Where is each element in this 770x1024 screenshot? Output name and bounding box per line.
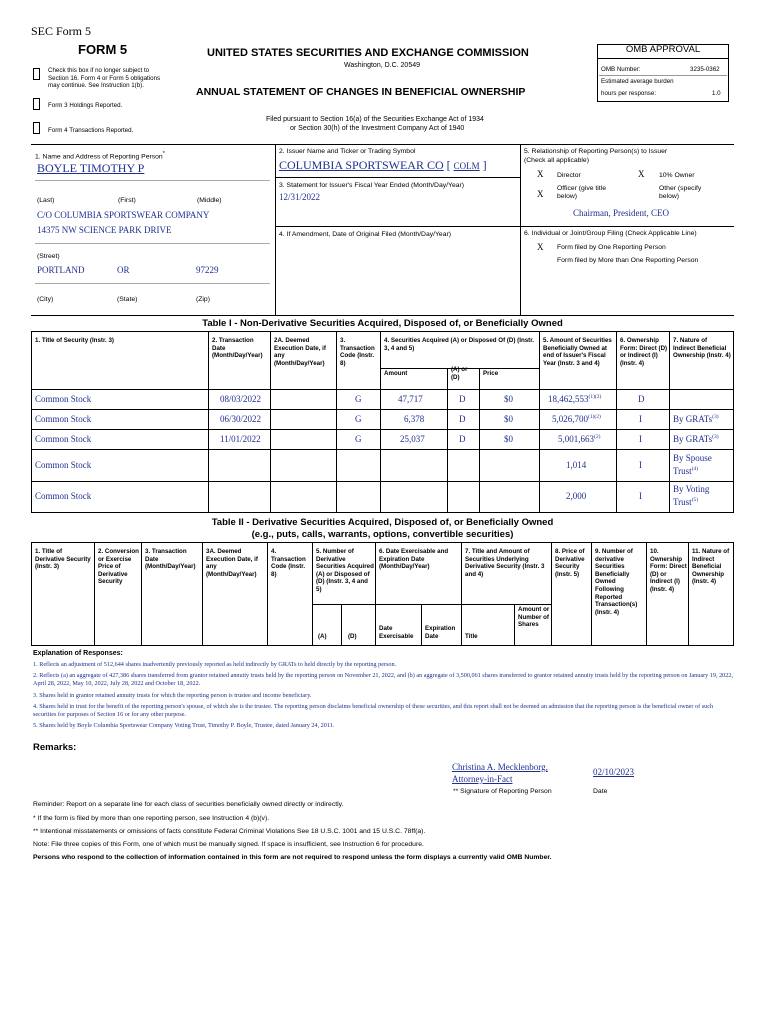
transaction-date: 08/03/2022: [220, 394, 262, 404]
amount: 47,717: [398, 394, 423, 404]
acquired-disposed: D: [459, 394, 466, 404]
security-title: Common Stock: [35, 434, 92, 444]
first-name-label: (First): [118, 197, 136, 204]
t2-h6a: Date Exercisable: [379, 625, 414, 640]
price: $0: [504, 394, 513, 404]
amount-owned: 2,000: [566, 491, 587, 501]
price: $0: [504, 434, 513, 444]
officer-label: Officer (give title below): [557, 185, 606, 200]
fiscal-year-value: 12/31/2022: [279, 192, 321, 202]
omb-approval-title: OMB APPROVAL: [625, 44, 701, 55]
t2-h1: 1. Title of Derivative Security (Instr. 3): [35, 548, 91, 571]
nature-of-ownership: By GRATs$^{(3)}$: [673, 434, 719, 444]
footnote-4: 4. Shares held in trust for the benefit of the reporting person's spouse, of which she is the trustee. The reporting person disclaims beneficial ownership of these securities, and this report shall not be deemed an admission that the reporting person is the beneficial owner of such securities for purposes of Section 16 or for any other purpose.: [33, 702, 714, 719]
price: $0: [504, 414, 513, 424]
t2-h10: 10. Ownership Form: Direct (D) or Indirect (I) (Instr. 4): [650, 548, 687, 593]
note-copies: Note: File three copies of this Form, one of which must be manually signed. If space is insufficient, see Instruction 6 for procedure.: [33, 841, 424, 848]
zip-label: (Zip): [196, 296, 210, 303]
t1-h4: 4. Securities Acquired (A) or Disposed Of (D) (Instr. 3, 4 and 5): [384, 337, 535, 352]
transaction-date: 06/30/2022: [220, 414, 262, 424]
security-title: Common Stock: [35, 460, 92, 470]
zip-value: 97229: [196, 265, 219, 275]
issuer-label: 2. Issuer Name and Ticker or Trading Symbol: [279, 148, 416, 155]
t2-h7: 7. Title and Amount of Securities Underlying Derivative Security (Instr. 3 and 4): [465, 548, 545, 578]
footnote-3: 3. Shares held in grantor retained annuity trusts for which the reporting person is trustee and income beneficiary.: [33, 691, 312, 699]
persons-respond-text: Persons who respond to the collection of information contained in this form are not required to respond unless the form displays a currently valid OMB Number.: [33, 854, 552, 861]
transaction-code: G: [355, 394, 362, 404]
form3-holdings-checkbox[interactable]: [33, 98, 40, 110]
ownership-form: I: [639, 414, 642, 424]
transaction-code: G: [355, 434, 362, 444]
relationship-label-2: (Check all applicable): [524, 157, 589, 164]
t2-h3a: 3A. Deemed Execution Date, if any (Month/Day/Year): [206, 548, 258, 578]
issuer-name-ticker: COLUMBIA SPORTSWEAR CO [ COLM ]: [279, 158, 487, 172]
issuer-ticker[interactable]: COLM: [453, 161, 480, 171]
t2-h2: 2. Conversion or Exercise Price of Derivative Security: [98, 548, 139, 586]
signature-label: ** Signature of Reporting Person: [453, 788, 552, 795]
commission-name: UNITED STATES SECURITIES AND EXCHANGE COMMISSION: [207, 47, 529, 59]
state-label: (State): [117, 296, 138, 303]
t1-h5: 5. Amount of Securities Beneficially Owned at end of Issuer's Fiscal Year (Instr. 3 and 4): [543, 337, 612, 367]
issuer-name[interactable]: COLUMBIA SPORTSWEAR CO: [279, 158, 444, 172]
other-label: Other (specify below): [659, 185, 702, 200]
t1-h2: 2. Transaction Date (Month/Day/Year): [212, 337, 263, 360]
footnote-1: 1. Reflects an adjustment of 512,644 shares inadvertently previously reported as held indirectly by GRATs to held directly by the reporting person.: [33, 661, 397, 668]
omb-number-label: OMB Number:: [601, 66, 641, 73]
amount-owned: $5,026,700^{(1)(2)}$: [552, 414, 601, 424]
t2-h4: 4. Transaction Code (Instr. 8): [271, 548, 306, 578]
t2-h7b: Amount or Number of Shares: [518, 606, 550, 629]
omb-number-value: 3235-0362: [690, 66, 720, 73]
nature-of-ownership: By GRATs$^{(3)}$: [673, 414, 719, 424]
t2-h5: 5. Number of Derivative Securities Acquired (A) or Disposed of (D) (Instr. 3, 4 and 5): [316, 548, 374, 593]
t2-h5d: (D): [348, 633, 357, 640]
t2-h6b: Expiration Date: [425, 625, 456, 640]
footnote-5: 5. Shares held by Boyle Columbia Sportswear Company Voting Trust, Timothy P. Boyle, Trustee, dated January 24, 2011.: [33, 722, 335, 730]
last-name-label: (Last): [37, 197, 55, 204]
signature-date: 02/10/2023: [593, 767, 635, 777]
officer-mark[interactable]: X: [537, 189, 544, 199]
no-longer-subject-checkbox[interactable]: [33, 68, 40, 80]
amount-owned: 1,014: [566, 460, 587, 470]
omb-burden-label: Estimated average burden: [601, 78, 674, 85]
table2-subtitle: (e.g., puts, calls, warrants, options, convertible securities): [251, 529, 514, 540]
form-label: SEC Form 5: [31, 24, 92, 38]
acquired-disposed: D: [459, 414, 466, 424]
omb-hours-label: hours per response:: [601, 90, 657, 97]
fiscal-year-label: 3. Statement for Issuer's Fiscal Year Ended (Month/Day/Year): [279, 182, 465, 189]
footnote-2: 2. Reflects (a) an aggregate of 427,386 shares transferred from grantor retained annuity trusts held by the reporting person on November 21, 2022, and (b) an aggregate of 3,500,061 shares transferred to grantor retained annuity trusts held by the reporting person on January 19, 2022, April 28, 2022, May 10, 2022, July 28, 2022 and October 18, 2022.: [33, 672, 734, 688]
form4-transactions-label: Form 4 Transactions Reported.: [48, 127, 134, 134]
amount-owned: 5,001,663$^{(2)}$: [558, 434, 601, 444]
form-title: FORM 5: [78, 42, 128, 57]
ten-percent-owner-mark[interactable]: X: [638, 169, 645, 179]
filing-label: 6. Individual or Joint/Group Filing (Check Applicable Line): [524, 230, 697, 237]
acquired-disposed: D: [459, 434, 466, 444]
amount: 6,378: [404, 414, 425, 424]
officer-title: Chairman, President, CEO: [573, 208, 669, 218]
t2-h11: 11. Nature of Indirect Beneficial Ownership (Instr. 4): [692, 548, 730, 586]
nature-of-ownership: By Spouse Trust$^{(4)}$: [673, 453, 712, 476]
t1-h1: 1. Title of Security (Instr. 3): [35, 337, 114, 344]
director-mark[interactable]: X: [537, 169, 544, 179]
ownership-form: I: [639, 434, 642, 444]
no-longer-subject-label: Check this box if no longer subject to Section 16. Form 4 or Form 5 obligations may continue. See Instruction 1(b).: [48, 67, 161, 90]
street-label: (Street): [37, 253, 60, 260]
t1-h6: 6. Ownership Form: Direct (D) or Indirect (I) (Instr. 4): [620, 337, 668, 367]
signature-name[interactable]: Christina A. Mecklenborg, Attorney-in-Fact: [452, 762, 548, 784]
form4-transactions-checkbox[interactable]: [33, 122, 40, 134]
security-title: Common Stock: [35, 414, 92, 424]
remarks-title: Remarks:: [33, 742, 77, 753]
reminder-text: Reminder: Report on a separate line for each class of securities beneficially owned directly or indirectly.: [33, 801, 344, 808]
table2-title: Table II - Derivative Securities Acquired, Disposed of, or Beneficially Owned: [211, 517, 554, 528]
address-line-1: C/O COLUMBIA SPORTSWEAR COMPANY: [37, 210, 210, 220]
state-value: OR: [117, 265, 130, 275]
transaction-code: G: [355, 414, 362, 424]
ten-percent-owner-label: 10% Owner: [659, 172, 695, 179]
t1-h4-amount: Amount: [384, 370, 408, 377]
security-title: Common Stock: [35, 394, 92, 404]
filed-pursuant-2: or Section 30(h) of the Investment Company Act of 1940: [290, 125, 465, 132]
address-line-2: 14375 NW SCIENCE PARK DRIVE: [37, 225, 172, 235]
ownership-form: I: [639, 460, 642, 470]
director-label: Director: [557, 172, 581, 179]
t1-h7: 7. Nature of Indirect Beneficial Ownership (Instr. 4): [673, 337, 731, 360]
explanation-list: [33, 661, 733, 730]
omb-hours-value: 1.0: [712, 90, 721, 97]
ownership-form: I: [639, 491, 642, 501]
t1-h4-ad: (A) or (D): [451, 366, 468, 381]
filed-pursuant-1: Filed pursuant to Section 16(a) of the Securities Exchange Act of 1934: [266, 116, 484, 123]
reporting-person-label: 1. Name and Address of Reporting Person*: [35, 151, 165, 161]
note-multiple-persons: * If the form is filed by more than one reporting person, see Instruction 4 (b)(v).: [33, 815, 270, 822]
t1-h4-price: Price: [483, 370, 499, 377]
one-person-mark[interactable]: X: [537, 242, 544, 252]
city-label: (City): [37, 296, 54, 303]
amount: 25,037: [400, 434, 425, 444]
commission-city: Washington, D.C. 20549: [344, 62, 421, 69]
nature-of-ownership: By Voting Trust$^{(5)}$: [673, 484, 710, 507]
statement-title: ANNUAL STATEMENT OF CHANGES IN BENEFICIAL OWNERSHIP: [196, 86, 526, 98]
table1-title: Table I - Non-Derivative Securities Acquired, Disposed of, or Beneficially Owned: [202, 318, 563, 329]
t2-h6: 6. Date Exercisable and Expiration Date (Month/Day/Year): [379, 548, 449, 571]
amendment-label: 4. If Amendment, Date of Original Filed (Month/Day/Year): [279, 231, 452, 238]
t2-h9: 9. Number of derivative Securities Beneficially Owned Following Reported Transaction(s) (Instr. 4): [595, 548, 638, 616]
ownership-form: D: [638, 394, 645, 404]
transaction-date: 11/01/2022: [220, 434, 261, 444]
middle-name-label: (Middle): [197, 197, 222, 204]
t2-h3: 3. Transaction Date (Month/Day/Year): [145, 548, 196, 571]
relationship-label: 5. Relationship of Reporting Person(s) to Issuer: [524, 148, 668, 155]
explanation-title: Explanation of Responses:: [33, 650, 123, 657]
t1-h3: 3. Transaction Code (Instr. 8): [340, 337, 375, 367]
form3-holdings-label: Form 3 Holdings Reported.: [48, 102, 123, 109]
t2-h7a: Title: [465, 633, 478, 640]
note-misstatements: ** Intentional misstatements or omissions of facts constitute Federal Criminal Violations See 18 U.S.C. 1001 and 15 U.S.C. 78ff(a).: [33, 828, 426, 835]
t2-h8: 8. Price of Derivative Security (Instr. 5): [555, 548, 585, 578]
amount-owned: $18,462,553^{(1)(2)}$: [548, 394, 602, 404]
t1-h2a: 2A. Deemed Execution Date, if any (Month/Day/Year): [274, 337, 326, 367]
reporting-person-name[interactable]: BOYLE TIMOTHY P: [37, 161, 145, 175]
t2-h5a: (A): [318, 633, 327, 640]
more-persons-label: Form filed by More than One Reporting Person: [557, 257, 699, 264]
one-person-label: Form filed by One Reporting Person: [557, 244, 666, 251]
date-label: Date: [593, 788, 608, 795]
security-title: Common Stock: [35, 491, 92, 501]
city-value: PORTLAND: [37, 265, 85, 275]
